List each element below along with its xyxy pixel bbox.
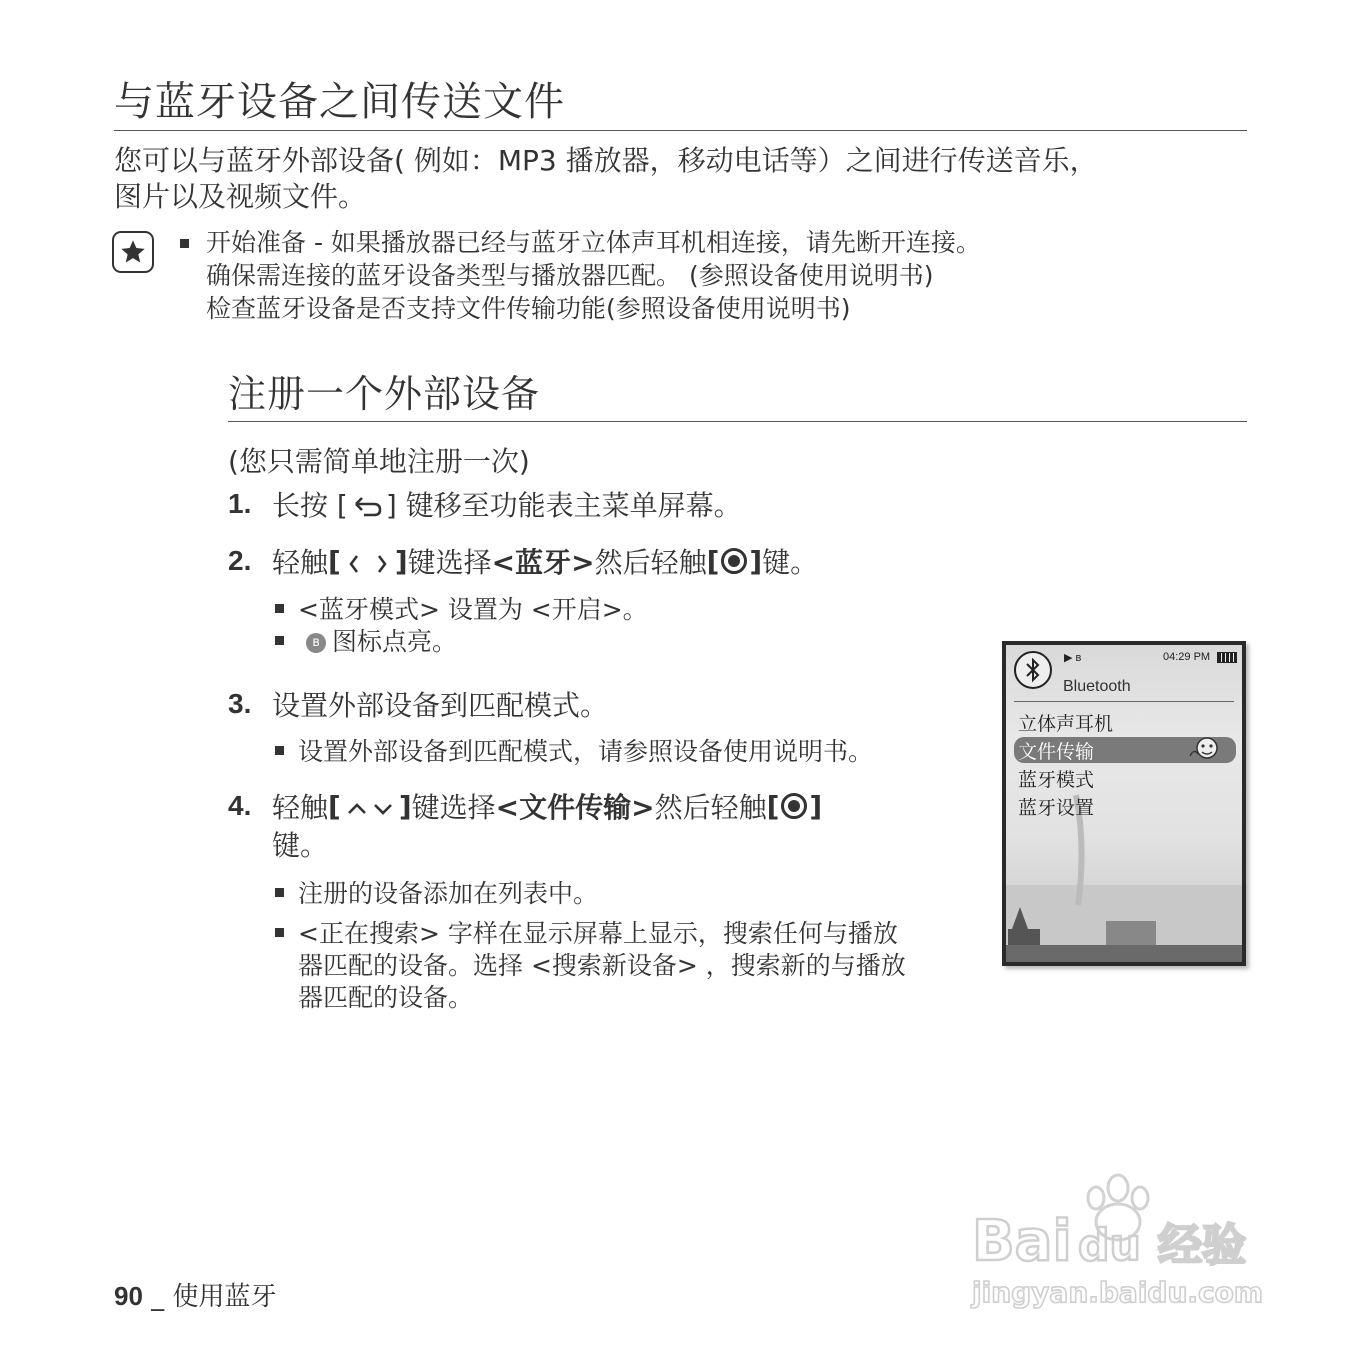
step-number: 3. [228,688,252,719]
step-2-bullet [275,590,648,626]
mascot-icon [1184,734,1230,764]
bullet-icon [275,746,284,755]
watermark-brand: Bai [972,1209,1072,1274]
bracket: [ [328,789,341,823]
bluetooth-icon: ʙ [306,633,326,653]
intro-line: 图片以及视频文件。 [114,180,367,213]
step-4-bullet [275,914,898,950]
bullet-icon [275,604,284,613]
step-3 [228,684,608,724]
svg-text:经验: 经验 [1158,1220,1246,1271]
step-text: ] 键移至功能表主菜单屏幕。 [385,489,742,522]
step-text: 设置外部设备到匹配模式。 [272,689,609,722]
device-screen [1002,641,1246,966]
bracket: ] [394,544,408,578]
up-down-key-icon [343,793,397,819]
page-title: 与蓝牙设备之间传送文件 [114,79,565,125]
baidu-jingyan-watermark [968,1160,1278,1310]
note-item: 确保需连接的蓝牙设备类型与播放器匹配。 (参照设备使用说明书) [206,261,934,290]
section-title: 注册一个外部设备 [228,372,541,416]
device-menu-title: Bluetooth [1063,678,1131,695]
step-4-bullet-cont: 器匹配的设备。选择 <搜索新设备> ，搜索新的与播放 [298,951,906,980]
step-text: 然后轻触 [594,546,707,579]
step-4: 4. 轻触 [ ] 键选择 <文件传输> 然后轻触 [ ] [228,786,822,826]
bluetooth-icon [1014,651,1052,689]
clock: 04:29 PM [1163,651,1211,663]
bullet-icon [275,928,284,937]
bullet-text: 图标点亮。 [332,627,458,656]
select-key-icon [781,793,807,819]
step-text: 键选择 [407,546,492,579]
device-menu-item[interactable]: 蓝牙模式 [1018,769,1095,791]
step-text: 长按 [ [272,489,348,522]
step-text: 轻触 [272,546,329,579]
device-menu-item-selected[interactable]: 文件传输 [1018,741,1095,763]
step-text: 键。 [762,546,819,579]
device-menu-item[interactable]: 蓝牙设置 [1018,797,1095,819]
title-divider [114,130,1247,131]
bullet-text: <蓝牙模式> 设置为 <开启>。 [298,595,648,624]
step-text: 轻触 [272,791,329,824]
device-menu-item[interactable]: 立体声耳机 [1018,713,1114,735]
section-note: (您只需简单地注册一次) [228,445,530,478]
step-text: 键。 [272,829,329,862]
select-key-icon [721,548,747,574]
step-3-bullet [275,732,873,768]
note-item: 检查蓝牙设备是否支持文件传输功能(参照设备使用说明书) [206,294,851,323]
back-key-icon [350,491,384,517]
page-number: 90 [114,1281,143,1311]
footer-separator: _ [142,1282,173,1312]
star-note-icon [112,231,154,273]
bullet-icon [275,888,284,897]
bullet-text: <正在搜索> 字样在显示屏幕上显示，搜索任何与播放 [298,919,898,948]
step-text: 键选择 [411,791,496,824]
step-4-bullet [275,874,598,910]
section-divider [228,421,1247,422]
page-footer [114,1276,276,1313]
bracket: [ [328,544,341,578]
step-4-continuation [272,824,328,864]
note-item [180,226,981,259]
step-text: 然后轻触 [654,791,767,824]
step-target: <文件传输> [495,791,655,824]
bullet-icon [275,636,284,645]
play-status-icon: ▶ ʙ [1064,652,1082,664]
step-2: 2. 轻触 [ ] 键选择 <蓝牙> 然后轻触 [ ] 键。 [228,541,818,581]
bracket: ] [398,789,412,823]
svg-text:du: du [1078,1220,1141,1271]
bullet-icon [180,239,189,248]
note-text: 开始准备 - 如果播放器已经与蓝牙立体声耳机相连接，请先断开连接。 [206,228,981,257]
step-number: 2. [228,545,252,576]
bullet-text: 注册的设备添加在列表中。 [298,879,599,908]
step-target: <蓝牙> [491,546,595,579]
intro-line: 您可以与蓝牙外部设备( 例如：MP3 播放器，移动电话等）之间进行传送音乐， [114,144,1098,177]
note-block [180,226,981,325]
step-4-bullet-cont: 器匹配的设备。 [298,983,474,1012]
footer-section: 使用蓝牙 [172,1282,277,1312]
step-number: 4. [228,790,252,821]
battery-icon [1217,652,1237,663]
watermark-url: jingyan.baidu.com [972,1276,1264,1309]
step-number: 1. [228,488,252,519]
intro-paragraph [114,143,1254,215]
left-right-key-icon [343,548,393,574]
device-divider [1014,701,1234,702]
step-2-bullet [275,622,457,658]
step-1 [228,484,742,524]
bullet-text: 设置外部设备到匹配模式，请参照设备使用说明书。 [298,737,874,766]
